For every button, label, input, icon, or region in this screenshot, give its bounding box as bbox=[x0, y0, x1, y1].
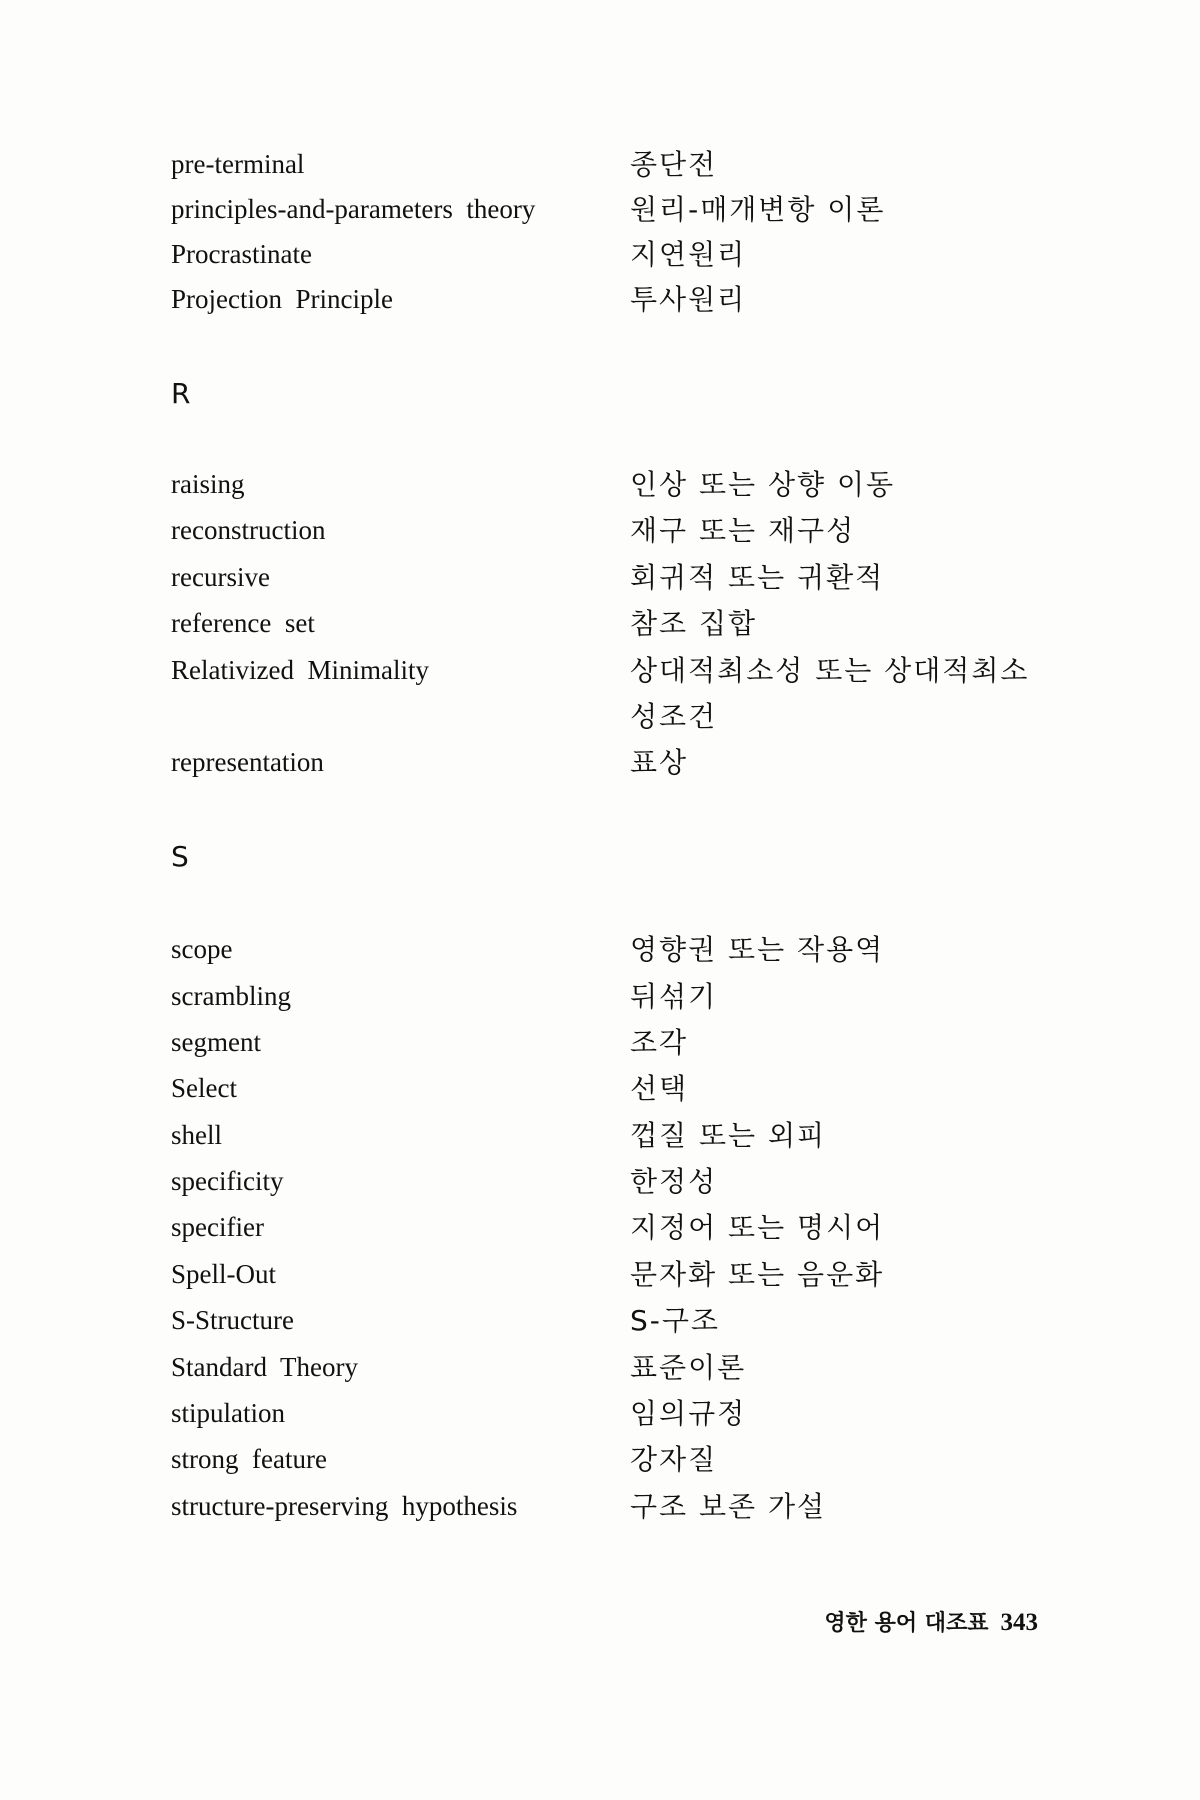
translation: 지연원리 bbox=[630, 238, 747, 271]
translation: 원리-매개변항 이론 bbox=[630, 193, 886, 226]
translation: 지정어 또는 명시어 bbox=[630, 1211, 885, 1244]
term: specificity bbox=[171, 1166, 284, 1196]
translation: 한정성 bbox=[630, 1165, 718, 1198]
translation: 영향권 또는 작용역 bbox=[630, 933, 885, 966]
translation: 구조 보존 가설 bbox=[630, 1490, 827, 1523]
term: scope bbox=[171, 934, 233, 964]
translation: 참조 집합 bbox=[630, 607, 758, 640]
translation: 뒤섞기 bbox=[630, 980, 718, 1013]
translation: 표준이론 bbox=[630, 1351, 747, 1384]
translation: S-구조 bbox=[630, 1304, 720, 1337]
translation: 문자화 또는 음운화 bbox=[630, 1258, 885, 1291]
term: reconstruction bbox=[171, 515, 326, 545]
page-number: 343 bbox=[1000, 1609, 1038, 1636]
translation: 조각 bbox=[630, 1026, 689, 1059]
term: stipulation bbox=[171, 1398, 285, 1428]
term: representation bbox=[171, 747, 324, 777]
footer-title: 영한 용어 대조표 bbox=[824, 1611, 989, 1636]
term: reference set bbox=[171, 608, 315, 638]
translation: 상대적최소성 또는 상대적최소 bbox=[630, 654, 1030, 687]
translation: 종단전 bbox=[630, 148, 718, 181]
term: Relativized Minimality bbox=[171, 655, 429, 685]
translation: 표상 bbox=[630, 746, 689, 779]
term: Projection Principle bbox=[171, 284, 393, 314]
term: shell bbox=[171, 1120, 222, 1150]
page-footer bbox=[824, 1606, 1038, 1637]
section-letter: S bbox=[171, 840, 189, 873]
translation: 선택 bbox=[630, 1072, 689, 1105]
term: Standard Theory bbox=[171, 1352, 358, 1382]
section-letter: R bbox=[171, 377, 191, 410]
translation: 재구 또는 재구성 bbox=[630, 514, 856, 547]
translation: 인상 또는 상향 이동 bbox=[630, 468, 896, 501]
term: structure-preserving hypothesis bbox=[171, 1491, 518, 1521]
term: segment bbox=[171, 1027, 261, 1057]
term: recursive bbox=[171, 562, 270, 592]
translation: 회귀적 또는 귀환적 bbox=[630, 561, 885, 594]
term: principles-and-parameters theory bbox=[171, 194, 536, 224]
term: Procrastinate bbox=[171, 239, 312, 269]
term: scrambling bbox=[171, 981, 291, 1011]
term: Select bbox=[171, 1073, 237, 1103]
term: Spell-Out bbox=[171, 1259, 276, 1289]
translation: 임의규정 bbox=[630, 1397, 747, 1430]
term: raising bbox=[171, 469, 245, 499]
translation: 투사원리 bbox=[630, 283, 747, 316]
term: pre-terminal bbox=[171, 149, 305, 179]
translation: 껍질 또는 외피 bbox=[630, 1119, 827, 1152]
translation: 강자질 bbox=[630, 1443, 718, 1476]
term: specifier bbox=[171, 1212, 264, 1242]
translation-continuation: 성조건 bbox=[630, 700, 718, 733]
term: strong feature bbox=[171, 1444, 327, 1474]
term: S-Structure bbox=[171, 1305, 294, 1335]
